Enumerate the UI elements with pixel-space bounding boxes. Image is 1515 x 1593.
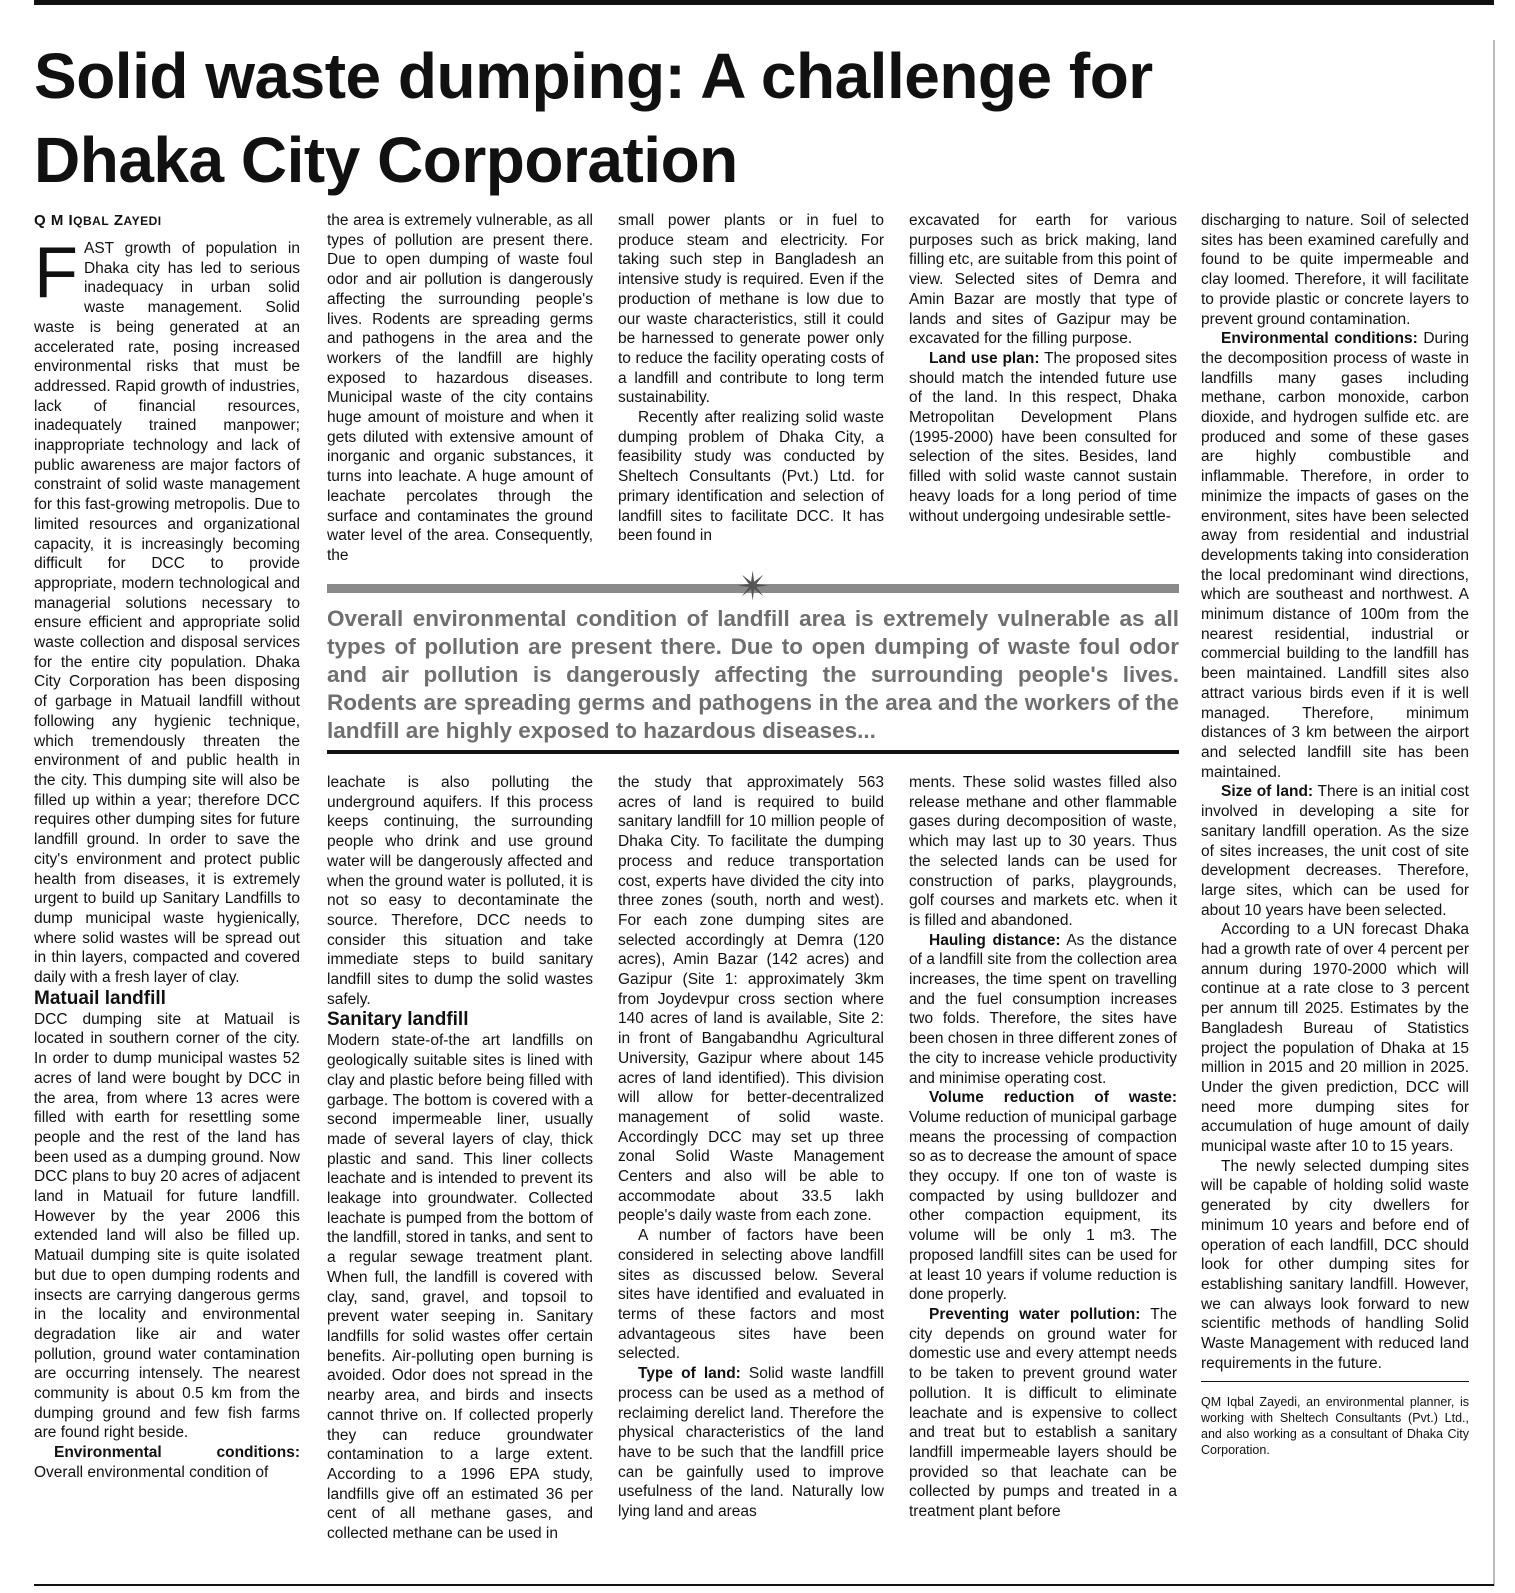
paragraph: A number of factors have been considered in selecting above landfill sites as discussed below. Several sites have identified and evaluated in terms of these factors and most advantageous sites have been selected. bbox=[618, 1227, 884, 1363]
paragraph: According to a UN forecast Dhaka had a growth rate of over 4 percent per annum during 1970-2000 which will continue at a rate close to 3 percent per annum till 2025. Estimates by the Bangladesh Bureau of Statistics project the population of Dhaka at 15 million in 2015 and 20 million in 2025. Under the given prediction, DCC will need more dumping sites for accumulation of huge amount of daily municipal waste after 10 to 15 years. bbox=[1201, 921, 1469, 1156]
column-5 bbox=[1201, 211, 1469, 1581]
paragraph-lead: Preventing water pollution: bbox=[929, 1305, 1141, 1323]
author-note-text: QM Iqbal Zayedi, an environmental planner, is working with Sheltech Consultants (Pvt.) Ltd., and also working as a consultant of Dhaka City Corporation. bbox=[1201, 1395, 1469, 1458]
column-2-top bbox=[327, 211, 593, 567]
column-1 bbox=[34, 211, 300, 1581]
paragraph bbox=[34, 1443, 300, 1482]
headline: Solid waste dumping: A challenge for Dhaka City Corporation bbox=[34, 40, 1153, 196]
paragraph-lead: Land use plan: bbox=[929, 349, 1040, 367]
bottom-rule bbox=[34, 1584, 1494, 1586]
paragraph-text: During the decomposition process of waste in landfills many gases including methane, carbon monoxide, carbon dioxide, and hydrogen sulfide etc. are produced and some of these gases are highly combustible and inflammable. Therefore, in order to minimize the impacts of gases on the environment, sites have been selected away from residential and industrial developments taking into consideration the local predominant wind directions, which are southeast and northwest. A minimum distance of 100m from the nearest residential, industrial or commercial building to the landfill has been maintained. Landfill sites also attract various birds even if it is well managed. Therefore, minimum distances of 3 km between the airport and selected landfill site has been maintained. bbox=[1201, 330, 1469, 781]
paragraph-text: As the distance of a landfill site from the collection area increases, the time spent on travelling and the fuel consumption increases two folds. Therefore, the sites have been chosen in three different zones of the city to increase vehicle productivity and minimise operating cost. bbox=[909, 931, 1177, 1087]
paragraph: leachate is also polluting the underground aquifers. If this process keeps continuing, the surrounding people who drink and use ground water will be dangerously affected and when the ground water is polluted, it is not so easy to decontaminate the source. Therefore, DCC needs to consider this situation and take immediate steps to build sanitary landfill sites to dump the solid wastes safely. bbox=[327, 774, 593, 1008]
author-note bbox=[1201, 1381, 1469, 1458]
paragraph-text: The city depends on ground water for domestic use and every attempt needs to be taken to prevent ground water pollution. It is difficult to eliminate leachate and is expensive to collect and treat but to establish a sanitary landfill impermeable layers should be provided so that leachate can be collected by pumps and treated in a treatment plant before bbox=[909, 1305, 1177, 1521]
byline-part: Q M I bbox=[34, 212, 74, 229]
paragraph: the study that approximately 563 acres of land is required to build sanitary landfill for 10 million people of Dhaka City. To facilitate the dumping process and reduce transportation cost, experts have divided the city into three zones (south, north and west). For each zone dumping sites are selected accordingly at Demra (120 acres), Amin Bazar (142 acres) and Gazipur (Site 1: approximately 3km from Joydevpur cross section where 140 acres of land is available, Site 2: in front of Bangabandhu Agricultural University, Gazipur where about 145 acres of land identified). This division will allow for better-decentralized management of solid waste. Accordingly DCC may set up three zonal Solid Waste Management Centers and also will be able to accommodate about 33.5 lakh people's daily waste from each zone. bbox=[618, 774, 884, 1225]
paragraph-lead: Environmental conditions: bbox=[1221, 330, 1418, 348]
paragraph bbox=[618, 1364, 884, 1522]
paragraph bbox=[909, 1088, 1177, 1305]
subhead-sanitary-landfill: Sanitary landfill bbox=[327, 1009, 469, 1031]
paragraph-lead: Hauling distance: bbox=[929, 931, 1061, 949]
byline-part: Z bbox=[109, 212, 124, 229]
byline bbox=[34, 211, 300, 231]
paragraph bbox=[909, 349, 1177, 526]
paragraph: excavated for earth for various purposes such as brick making, land filling etc, are suitable from this point of view. Selected sites of Demra and Amin Bazar are mostly that type of lands and sites of Gazipur may be excavated for the filling purpose. bbox=[909, 212, 1177, 348]
paragraph-text: The proposed sites should match the intended future use of the land. In this respect, Dhaka Metropolitan Development Plans (1995-2000) have been consulted for selection of the sites. Besides, land filled with solid waste cannot sustain heavy loads for a long period of time without undergoing undesirable settle- bbox=[909, 349, 1177, 525]
top-rule bbox=[34, 0, 1494, 5]
paragraph bbox=[909, 931, 1177, 1089]
paragraph-lead: Environmental conditions: bbox=[54, 1444, 300, 1462]
column-3-bottom bbox=[618, 773, 884, 1581]
column-4-top bbox=[909, 211, 1177, 567]
paragraph: small power plants or in fuel to produce steam and electricity. For taking such step in Bangladesh an intensive study is required. Even if the production of methane is low due to our waste characteristics, still it could be harnessed to generate power only to reduce the facility operating costs of a landfill and contribute to long term sustainability. bbox=[618, 212, 884, 407]
drop-cap: F bbox=[34, 233, 78, 313]
pull-quote-rule bbox=[327, 750, 1179, 754]
paragraph-lead: Type of land: bbox=[638, 1365, 741, 1383]
pull-quote-text: Overall environmental condition of landfill area is extremely vulnerable as all types of pollution are present there. Due to open dumping of waste foul odor and air pollution is dangerously affecting the surrounding people's lives. Rodents are spreading germs and pathogens in the area and the workers of the landfill are highly exposed to hazardous diseases... bbox=[327, 606, 1179, 743]
paragraph bbox=[1201, 782, 1469, 920]
paragraph: AST growth of population in Dhaka city has led to serious inadequacy in urban solid waste management. Solid waste is being generated at an accelerated rate, posing increased environmental risks that must be addressed. Rapid growth of industries, lack of financial resources, inadequately trained manpower; inappropriate technology and lack of public awareness are major factors of constraint of solid waste management for this fast-growing metropolis. Due to limited resources and organizational capacity, it is increasingly becoming difficult for DCC to provide appropriate, modern technological and managerial solutions necessary to ensure efficient and appropriate solid waste collection and disposal services for the entire city population. Dhaka City Corporation has been disposing of garbage in Matuail landfill without following any hygienic technique, which tremendously threaten the environment of and public health in the city. This dumping site will also be filled up within a year; therefore DCC requires other dumping sites for future landfill ground. In order to save the city's environment and protect public health from diseases, it is extremely urgent to build up Sanitary Landfills to dump municipal waste hygienically, where solid wastes will be spread out in thin layers, compacted and covered daily with a fresh layer of clay. bbox=[34, 240, 300, 987]
paragraph: discharging to nature. Soil of selected sites has been examined carefully and found to be quite impermeable and clay loomed. Therefore, it will facilitate to provide plastic or concrete layers to prevent ground contamination. bbox=[1201, 212, 1469, 328]
pull-quote bbox=[327, 565, 1179, 756]
paragraph-text: Solid waste landfill process can be used as a method of reclaiming derelict land. Therefore the physical characteristics of the land have to be such that the landfill price can be gainfully used to improve usefulness of the land. Naturally low lying land and areas bbox=[618, 1365, 884, 1521]
paragraph: Modern state-of-the art landfills on geologically suitable sites is lined with clay and plastic before being filled with garbage. The bottom is covered with a second impermeable liner, usually made of several layers of clay, thick plastic and sand. This liner collects leachate and is intended to prevent its leakage into groundwater. Collected leachate is pumped from the bottom of the landfill, stored in tanks, and sent to a regular sewage treatment plant. When full, the landfill is covered with clay, sand, gravel, and topsoil to prevent water seeping in. Sanitary landfills for solid wastes offer certain benefits. Air-polluting open burning is avoided. Odor does not spread in the nearby area, and birds and insects cannot thrive on. If collected properly they can reduce groundwater contamination to a large extent. According to a 1996 EPA study, landfills give off an estimated 36 per cent of all methane gases, and collected methane can be used in bbox=[327, 1032, 593, 1543]
paragraph: DCC dumping site at Matuail is located in southern corner of the city. In order to dump municipal wastes 52 acres of land were bought by DCC in the area, from where 13 acres were filled with earth for resettling some people and the rest of the land has been used as a dumping ground. Now DCC plans to buy 20 acres of adjacent land in Matuail for future landfill. However by the year 2006 this extended land will also be filled up. Matuail dumping site is quite isolated but due to open dumping rodents and insects are carrying dangerous germs in the locality and environmental degradation like air and water pollution, ground water contamination are occurring intensely. The nearest community is about 0.5 km from the dumping ground and few fish farms are found right beside. bbox=[34, 1010, 300, 1442]
paragraph: ments. These solid wastes filled also release methane and other flammable gases during decomposition of waste, which may last up to 30 years. Thus the selected lands can be used for construction of parks, playgrounds, golf courses and markets etc. when it is filled and abandoned. bbox=[909, 774, 1177, 929]
byline-part: AYEDI bbox=[123, 214, 162, 228]
column-3-top bbox=[618, 211, 884, 567]
paragraph: Recently after realizing solid waste dumping problem of Dhaka City, a feasibility study was conducted by Sheltech Consultants (Pvt.) Ltd. for primary identification and selection of landfill sites to facilitate DCC. It has been found in bbox=[618, 409, 884, 545]
byline-part: QBAL bbox=[73, 214, 110, 228]
paragraph bbox=[909, 1305, 1177, 1522]
column-2-bottom bbox=[327, 773, 593, 1581]
subhead-matuail: Matuail landfill bbox=[34, 987, 166, 1009]
right-rule bbox=[1493, 40, 1495, 1586]
paragraph-text: There is an initial cost involved in developing a site for sanitary landfill operation. As the size of sites increases, the unit cost of site development decreases. Therefore, large sites, which can be used for about 10 years have been selected. bbox=[1201, 783, 1469, 919]
paragraph bbox=[1201, 329, 1469, 782]
paragraph: the area is extremely vulnerable, as all types of pollution are present there. Due to open dumping of waste foul odor and air pollution is dangerously affecting the surrounding people's lives. Rodents are spreading germs and pathogens in the area and the workers of the landfill are highly exposed to hazardous diseases. Municipal waste of the city contains huge amount of moisture and when it gets diluted with extensive amount of inorganic and organic substances, it turns into leachate. A huge amount of leachate percolates through the surface and contaminates the ground water level of the area. Consequently, the bbox=[327, 212, 593, 564]
paragraph-text: Overall environmental condition of bbox=[34, 1463, 269, 1481]
column-4-bottom bbox=[909, 773, 1177, 1581]
paragraph-text: Volume reduction of municipal garbage means the processing of compaction so as to decrease the amount of space they occupy. If one ton of waste is compacted by using bulldozer and other compaction equipment, its volume will be only 1 m3. The proposed landfill sites can be used for at least 10 years if volume reduction is done properly. bbox=[909, 1108, 1177, 1304]
paragraph-lead: Size of land: bbox=[1221, 783, 1314, 801]
paragraph-lead: Volume reduction of waste: bbox=[929, 1089, 1177, 1107]
starburst-icon: ✴ bbox=[736, 565, 770, 609]
paragraph: The newly selected dumping sites will be capable of holding solid waste generated by city dwellers for minimum 10 years and before end of operation of each landfill, DCC should look for other dumping sites for establishing sanitary landfill. However, we can always look forward to new scientific methods of handling Solid Waste Management with reduced land requirements in the future. bbox=[1201, 1157, 1469, 1372]
